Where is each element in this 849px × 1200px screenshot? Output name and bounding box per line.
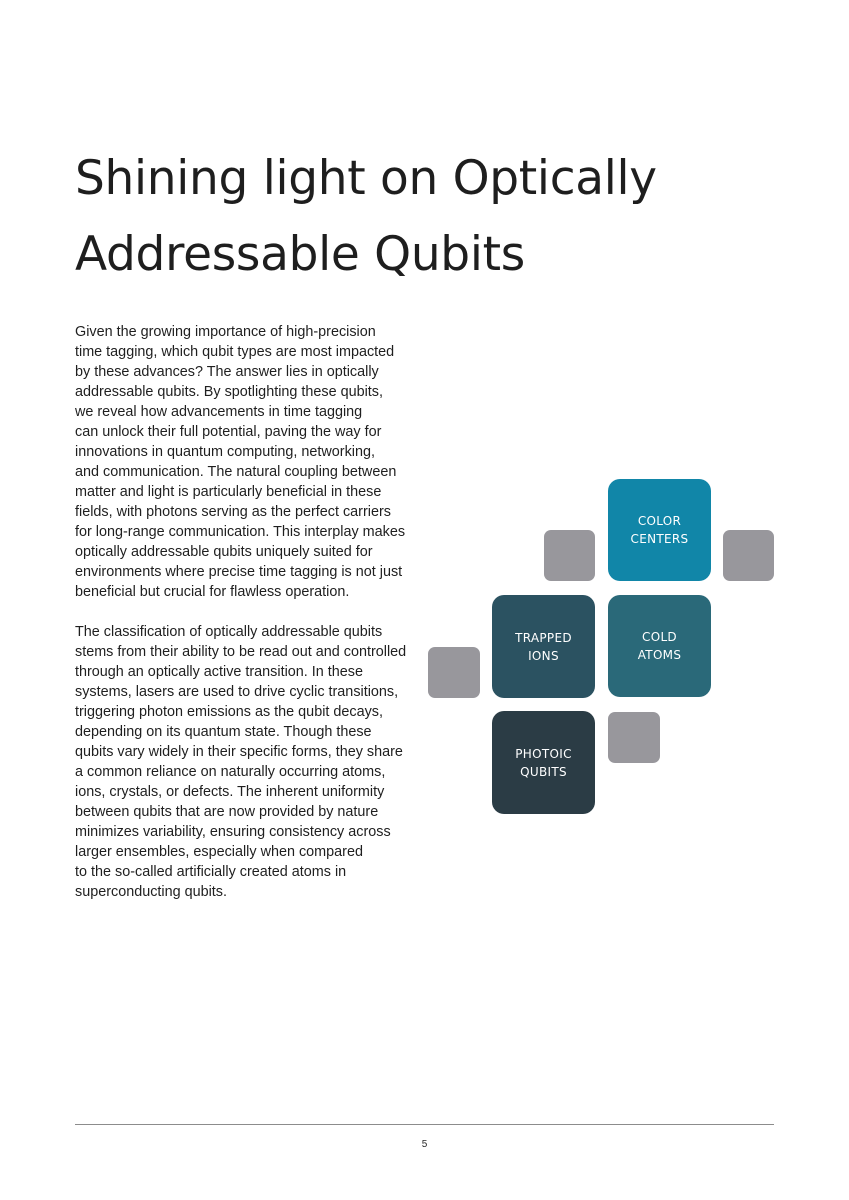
paragraph-line: we reveal how advancements in time tagging — [75, 404, 363, 420]
tile-label — [515, 629, 572, 665]
paragraph-1 — [75, 322, 425, 602]
paragraph-line: can unlock their full potential, paving the way for — [75, 424, 382, 440]
footer-divider — [75, 1124, 774, 1125]
page-number: 5 — [421, 1139, 428, 1150]
tile-label-line: ATOMS — [637, 648, 682, 662]
placeholder-tile — [544, 530, 595, 581]
paragraph-line: environments where precise time tagging is not just — [75, 564, 403, 580]
paragraph-line: ions, crystals, or defects. The inherent uniformity — [75, 784, 385, 800]
paragraph-line: time tagging, which qubit types are most impacted — [75, 344, 395, 360]
paragraph-line: by these advances? The answer lies in optically — [75, 364, 379, 380]
tile-label-line: COLD — [642, 630, 677, 644]
placeholder-tile — [608, 712, 660, 763]
paragraph-line: fields, with photons serving as the perfect carriers — [75, 504, 391, 520]
paragraph-line: superconducting qubits. — [75, 884, 228, 900]
tile-label — [515, 745, 572, 781]
paragraph-line: qubits vary widely in their specific forms, they share — [75, 744, 403, 760]
paragraph-line: stems from their ability to be read out and controlled — [75, 644, 407, 660]
paragraph-line: a common reliance on naturally occurring atoms, — [75, 764, 386, 780]
paragraph-line: addressable qubits. By spotlighting these qubits, — [75, 384, 383, 400]
paragraph-line: triggering photon emissions as the qubit decays, — [75, 704, 383, 720]
paragraph-2 — [75, 622, 425, 902]
placeholder-tile — [428, 647, 480, 698]
tile-label-line: IONS — [528, 648, 559, 663]
title-line-2: Addressable Qubits — [75, 227, 525, 282]
tile-trapped-ions — [492, 595, 595, 698]
tile-label-line: COLOR — [637, 514, 682, 528]
page-title — [75, 141, 795, 293]
tile-cold-atoms — [608, 595, 711, 697]
tile-label-line: PHOTOIC — [515, 746, 572, 761]
paragraph-line: to the so-called artificially created atoms in — [75, 864, 347, 880]
tile-photoic-qubits — [492, 711, 595, 814]
paragraph-line: minimizes variability, ensuring consistency across — [75, 824, 391, 840]
paragraph-line: matter and light is particularly beneficial in these — [75, 484, 382, 500]
paragraph-line: The classification of optically addressable qubits — [75, 624, 383, 640]
paragraph-line: depending on its quantum state. Though these — [75, 724, 372, 740]
tile-color-centers — [608, 479, 711, 581]
tile-label-line: QUBITS — [520, 764, 567, 779]
body-text — [75, 322, 425, 902]
paragraph-line: through an optically active transition. In these — [75, 664, 363, 680]
paragraph-line: optically addressable qubits uniquely suited for — [75, 544, 373, 560]
title-line-1: Shining light on Optically — [75, 151, 657, 206]
paragraph-line: between qubits that are now provided by nature — [75, 804, 379, 820]
paragraph-line: systems, lasers are used to drive cyclic transitions, — [75, 684, 399, 700]
paragraph-line: innovations in quantum computing, networking, — [75, 444, 375, 460]
tile-label — [631, 512, 689, 548]
tile-label-line: CENTERS — [630, 532, 689, 546]
tile-label-line: TRAPPED — [515, 630, 572, 645]
paragraph-line: Given the growing importance of high-precision — [75, 324, 376, 340]
paragraph-line: larger ensembles, especially when compared — [75, 844, 363, 860]
paragraph-line: beneficial but crucial for flawless operation. — [75, 584, 350, 600]
paragraph-line: for long-range communication. This interplay makes — [75, 524, 406, 540]
paragraph-line: and communication. The natural coupling between — [75, 464, 397, 480]
tile-label — [638, 628, 682, 664]
placeholder-tile — [723, 530, 774, 581]
